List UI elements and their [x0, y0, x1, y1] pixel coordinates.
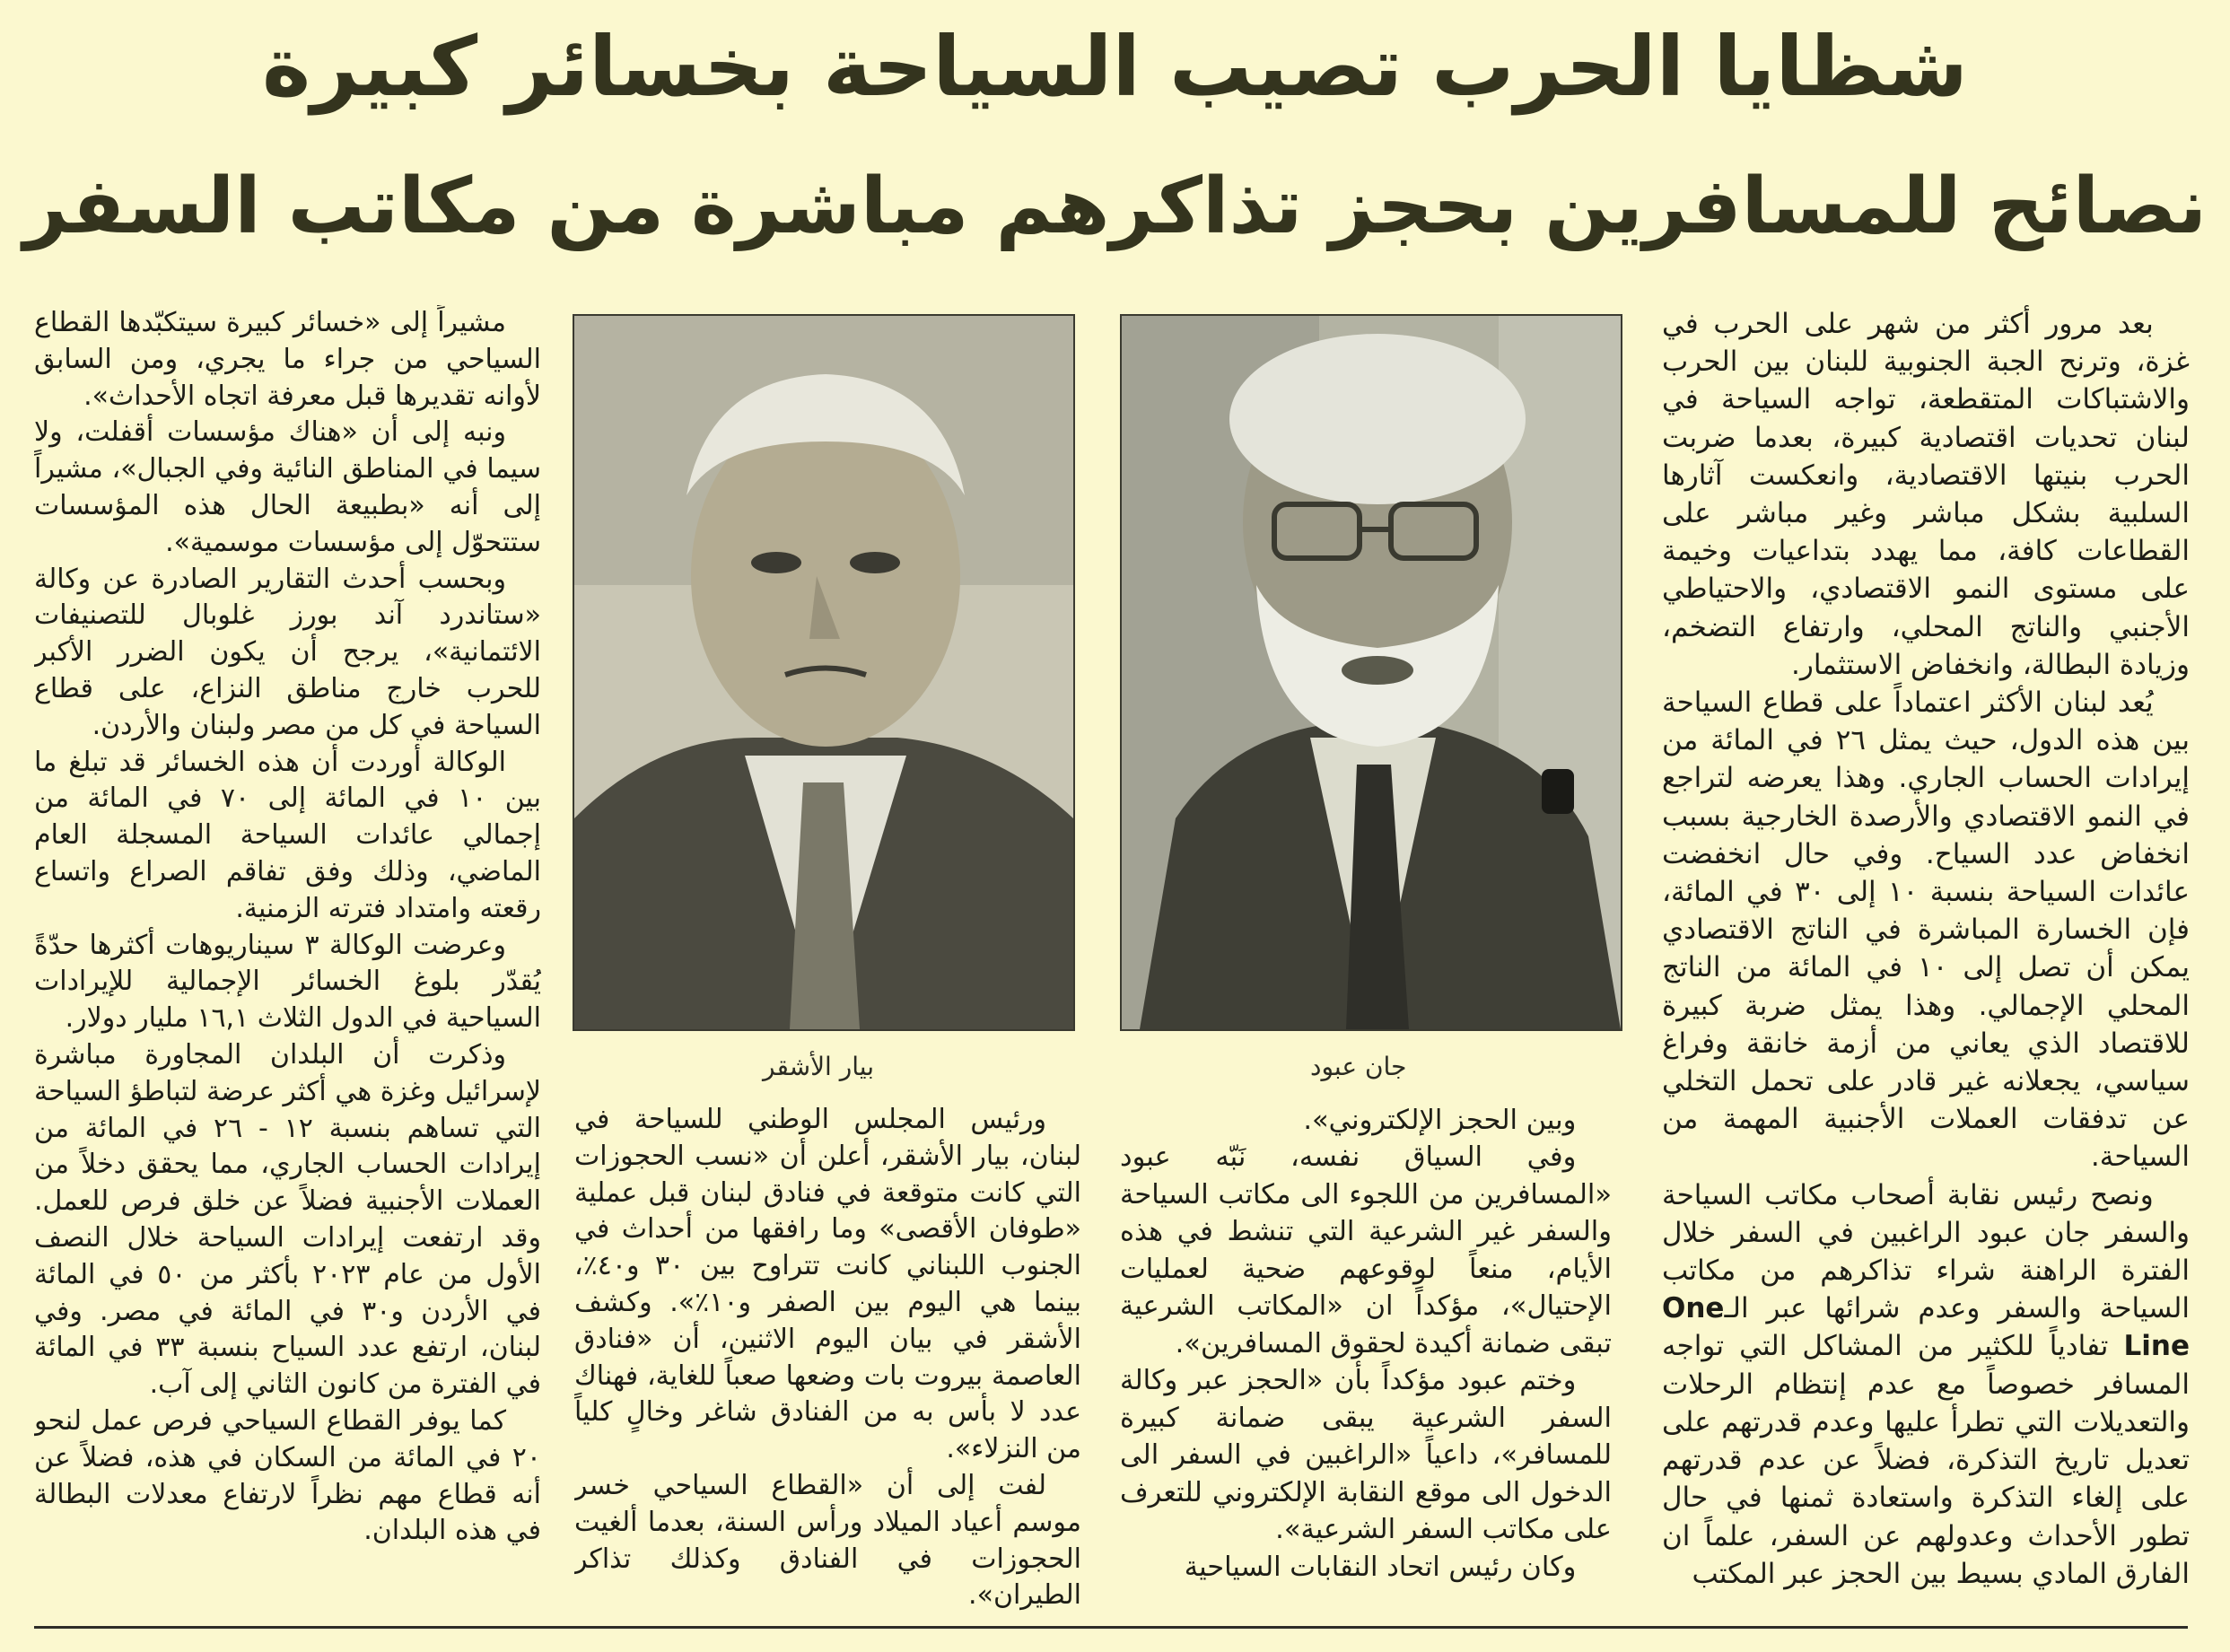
portrait-photo-art	[1122, 316, 1621, 1029]
paragraph-text: ونصح رئيس نقابة أصحاب مكاتب السياحة والسفر جان عبود الراغبين في السفر خلال الفترة الراهنة شراء تذاكرهم من مكاتب السياحة والسفر وعدم شرائها عبر الـ	[1662, 1178, 2190, 1325]
paragraph	[1662, 1176, 2190, 1593]
paragraph: يُعد لبنان الأكثر اعتماداً على قطاع السياحة بين هذه الدول، حيث يمثل ٢٦ في المائة من إيرادات الحساب الجاري. وهذا يعرضه لتراجع في النمو الاقتصادي والأرصدة الخارجية بسبب انخفاض عدد السياح. وفي حال انخفضت عائدات السياحة بنسبة ١٠ إلى ٣٠ في المائة، فإن الخسارة المباشرة في الناتج الاقتصادي يمكن أن تصل إلى ١٠ في المائة من الناتج المحلي الإجمالي. وهذا يمثل ضربة كبيرة للاقتصاد الذي يعاني من أزمة خانقة وفراغ سياسي، يجعلانه غير قادر على تحمل التخلي عن تدفقات العملات الأجنبية المهمة من السياحة.	[1662, 686, 2190, 1174]
photo-caption-jean-abboud: جان عبود	[1310, 1052, 1407, 1081]
portrait-photo-art	[574, 316, 1073, 1029]
paragraph: وبين الحجز الإلكتروني».	[1303, 1105, 1577, 1136]
paragraph: ونبه إلى أن «هناك مؤسسات أقفلت، ولا سيما في المناطق النائية وفي الجبال»، مشيراً إلى أنه «بطبيعة الحال هذه المؤسسات ستتحوّل إلى مؤسسات موسمية».	[34, 416, 541, 558]
paragraph: وكان رئيس اتحاد النقابات السياحية	[1184, 1551, 1577, 1583]
paragraph: ورئيس المجلس الوطني للسياحة في لبنان، بيار الأشقر، أعلن أن «نسب الحجوزات التي كانت متوقعة في فنادق لبنان قبل عملية «طوفان الأقصى» وما رافقها من أحداث في الجنوب اللبناني كانت تتراوح بين ٣٠ و٤٠٪، بينما هي اليوم بين الصفر و١٠٪». وكشف الأشقر في بيان اليوم الاثنين، أن «فنادق العاصمة بيروت بات وضعها صعباً للغاية، فهناك عدد لا بأس به من الفنادق شاغر وخالٍ كلياً من النزلاء».	[574, 1104, 1081, 1465]
paragraph: كما يوفر القطاع السياحي فرص عمل لنحو ٢٠ في المائة من السكان في هذه، فضلاً عن أنه قطاع مهم نظراً لارتفاع معدلات البطالة في هذه البلدان.	[34, 1404, 541, 1547]
paragraph: بعد مرور أكثر من شهر على الحرب في غزة، وترنح الجبة الجنوبية للبنان بين الحرب والاشتباكات المتقطعة، تواجه السياحة في لبنان تحديات اقتصادية كبيرة، بعدما ضربت الحرب بنيتها الاقتصادية، وانعكست آثارها السلبية بشكل مباشر وغير مباشر على القطاعات كافة، مما يهدد بتداعيات وخيمة على مستوى النمو الاقتصادي، والاحتياطي الأجنبي والناتج المحلي، وارتفاع التضخم، وزيادة البطالة، وانخفاض الاستثمار.	[1662, 308, 2190, 681]
article-column-middle-left	[574, 1102, 1081, 1617]
paragraph: وفي السياق نفسه، نَبّه عبود «المسافرين من اللجوء الى مكاتب السياحة والسفر غير الشرعية التي تنشط في هذه الأيام، منعاً لوقوعهم ضحية لعمليات الإحتيال»، مؤكداً ان «المكاتب الشرعية تبقى ضمانة أكيدة لحقوق المسافرين».	[1120, 1141, 1612, 1359]
headline-line-1: شظايا الحرب تصيب السياحة بخسائر كبيرة	[262, 19, 1968, 115]
paragraph: وختم عبود مؤكداً بأن «الحجز عبر وكالة السفر الشرعية يبقى ضمانة كبيرة للمسافر»، داعياً «الراغبين في السفر الى الدخول الى موقع النقابة الإلكتروني للتعرف على مكاتب السفر الشرعية».	[1120, 1365, 1612, 1546]
photo-caption-pierre-achkar: بيار الأشقر	[763, 1052, 875, 1081]
paragraph: وذكرت أن البلدان المجاورة مباشرة لإسرائيل وغزة هي أكثر عرضة لتباطؤ السياحة التي تساهم بنسبة ١٢ - ٢٦ في المائة من إيرادات الحساب الجاري، مما يحقق دخلاً من العملات الأجنبية فضلاً عن خلق فرص للعمل. وقد ارتفعت إيرادات السياحة خلال النصف الأول من عام ٢٠٢٣ بأكثر من ٥٠ في المائة في الأردن و٣٠ في المائة في مصر. وفي لبنان، ارتفع عدد السياح بنسبة ٣٣ في المائة في الفترة من كانون الثاني إلى آب.	[34, 1038, 541, 1401]
portrait-photo-pierre-achkar	[573, 314, 1075, 1031]
paragraph: وعرضت الوكالة ٣ سيناريوهات أكثرها حدّةً يُقدّر بلوغ الخسائر الإجمالية للإيرادات السياحية في الدول الثلاث ١٦,١ مليار دولار.	[34, 929, 541, 1035]
headline-line-2: نصائح للمسافرين بحجز تذاكرهم مباشرة من مكاتب السفر	[23, 162, 2207, 251]
one-line-term: One Line	[1662, 1292, 2190, 1363]
paragraph: وبحسب أحدث التقارير الصادرة عن وكالة «ستاندرد آند بورز غلوبال للتصنيفات الائتمانية»، يرجح أن يكون الضرر الأكبر للحرب خارج مناطق النزاع، على قطاع السياحة في كل من مصر ولبنان والأردن.	[34, 563, 541, 741]
article-column-right	[1662, 305, 2190, 1617]
paragraph: الوكالة أوردت أن هذه الخسائر قد تبلغ ما بين ١٠ في المائة إلى ٧٠ في المائة من إجمالي عائدات السياحة المسجلة العام الماضي، وذلك وفق تفاقم الصراع واتساع رقعته وامتداد فترته الزمنية.	[34, 746, 541, 924]
bottom-divider	[34, 1626, 2188, 1629]
portrait-photo-jean-abboud	[1120, 314, 1622, 1031]
paragraph: لفت إلى أن «القطاع السياحي خسر موسم أعياد الميلاد ورأس السنة، بعدما ألغيت الحجوزات في الفنادق وكذلك تذاكر الطيران».	[574, 1469, 1081, 1612]
paragraph-text: تفادياً للكثير من المشاكل التي تواجه المسافر خصوصاً مع عدم إنتظام الرحلات والتعديلات التي تطرأ عليها وعدم قدرتهم على تعديل تاريخ التذكرة، فضلاً عن عدم قدرتهم على إلغاء التذكرة واستعادة ثمنها في حال تطور الأحداث وعدولهم عن السفر، علماً ان الفارق المادي بسيط بين الحجز عبر المكتب	[1662, 1330, 2190, 1590]
paragraph: مشيراً إلى «خسائر كبيرة سيتكبّدها القطاع السياحي من جراء ما يجري، ومن السابق لأوانه تقديرها قبل معرفة اتجاه الأحداث».	[34, 307, 541, 412]
article-column-left	[34, 305, 541, 1617]
article-column-middle-right	[1120, 1102, 1612, 1617]
